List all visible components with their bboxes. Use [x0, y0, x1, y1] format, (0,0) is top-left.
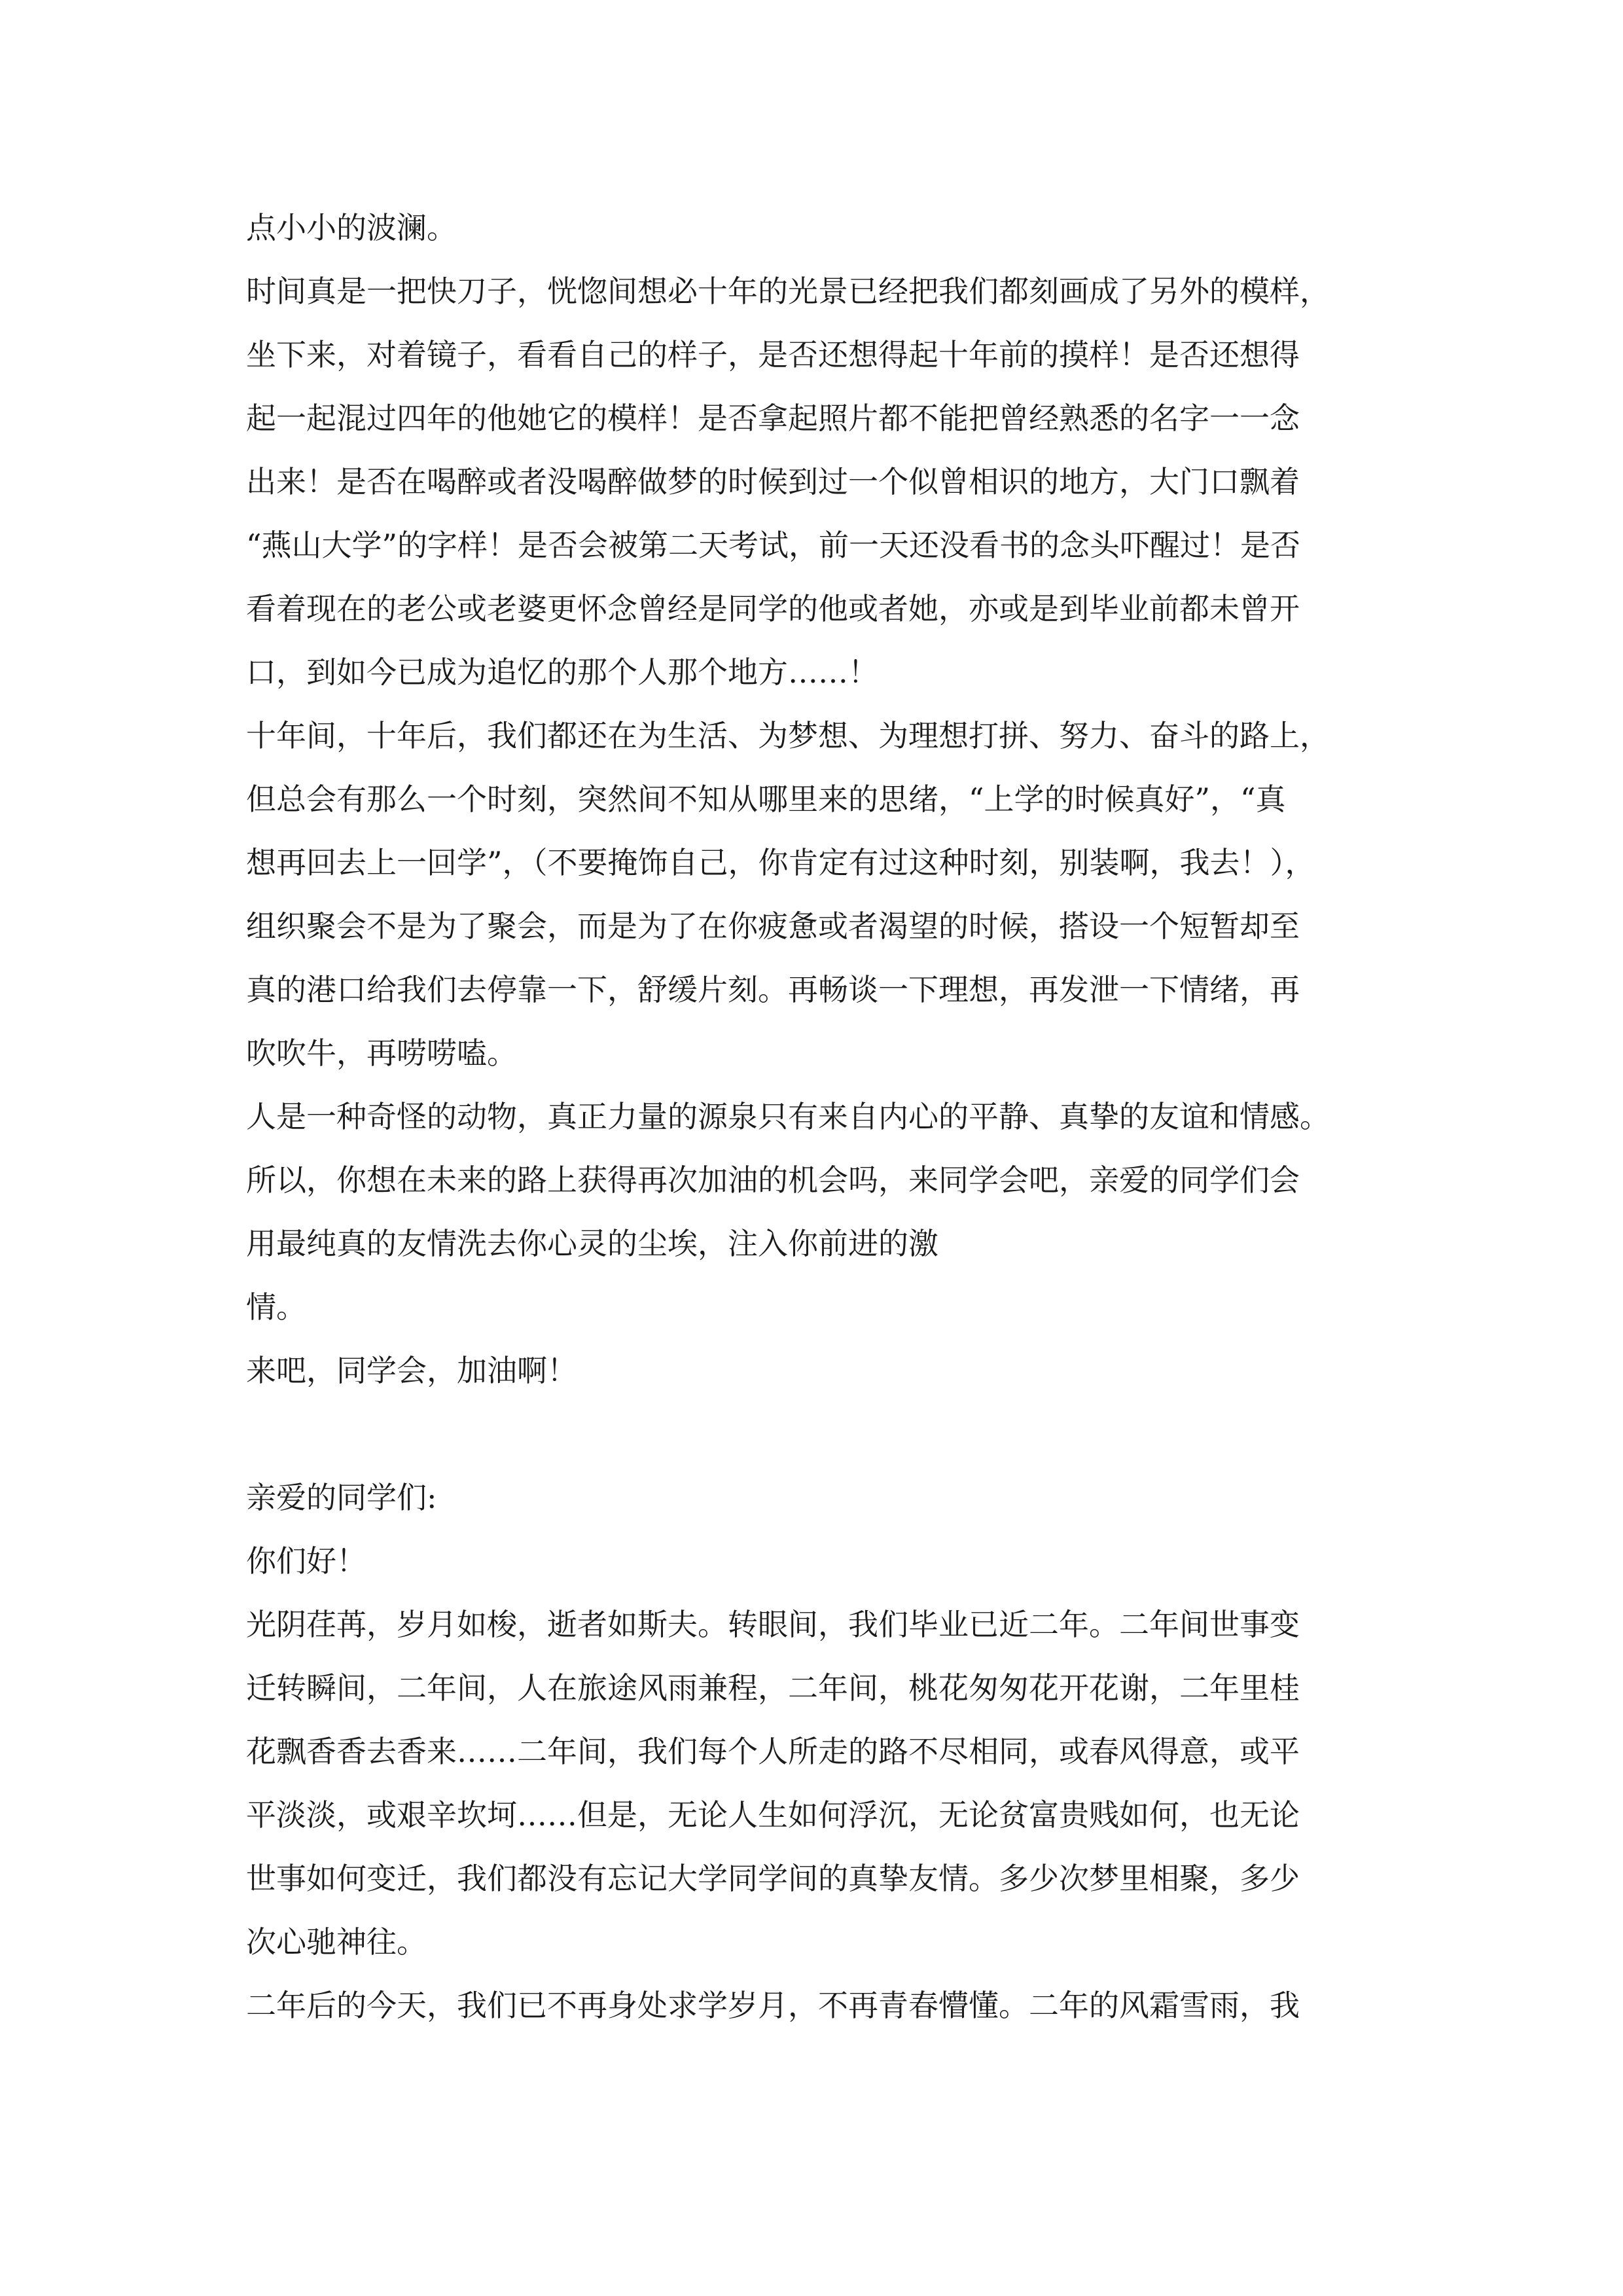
text-line: 起一起混过四年的他她它的模样！是否拿起照片都不能把曾经熟悉的名字一一念 — [246, 401, 1300, 436]
text-line: 所以，你想在未来的路上获得再次加油的机会吗，来同学会吧，亲爱的同学们会 — [246, 1162, 1300, 1198]
text-line: 来吧，同学会，加油啊！ — [246, 1353, 577, 1388]
text-line: “燕山大学”的字样！是否会被第二天考试，前一天还没看书的念头吓醒过！是否 — [246, 528, 1301, 563]
text-line: 二年后的今天，我们已不再身处求学岁月，不再青春懵懂。二年的风霜雪雨，我 — [246, 1988, 1300, 2023]
text-line: 次心驰神往。 — [246, 1924, 427, 1960]
text-line: 光阴荏苒，岁月如梭，逝者如斯夫。转眼间，我们毕业已近二年。二年间世事变 — [246, 1607, 1300, 1642]
text-line: 十年间，十年后，我们都还在为生活、为梦想、为理想打拼、努力、奋斗的路上， — [246, 718, 1330, 753]
text-line: 迁转瞬间，二年间，人在旅途风雨兼程，二年间，桃花匆匆花开花谢，二年里桂 — [246, 1670, 1300, 1706]
text-line: 时间真是一把快刀子，恍惚间想必十年的光景已经把我们都刻画成了另外的模样， — [246, 274, 1330, 309]
text-line: 花飘香香去香来……二年间，我们每个人所走的路不尽相同，或春风得意，或平 — [246, 1734, 1300, 1769]
text-line: 平淡淡，或艰辛坎坷……但是，无论人生如何浮沉，无论贫富贵贱如何，也无论 — [246, 1797, 1300, 1833]
letter-salutation: 亲爱的同学们: — [246, 1480, 437, 1515]
text-line: 人是一种奇怪的动物，真正力量的源泉只有来自内心的平静、真挚的友谊和情感。 — [246, 1099, 1330, 1134]
text-line: 想再回去上一回学”，（不要掩饰自己，你肯定有过这种时刻，别装啊，我去！）， — [246, 845, 1315, 880]
text-line: 看着现在的老公或老婆更怀念曾经是同学的他或者她，亦或是到毕业前都未曾开 — [246, 591, 1300, 626]
text-line: 口，到如今已成为追忆的那个人那个地方……！ — [246, 655, 878, 690]
text-line: 世事如何变迁，我们都没有忘记大学同学间的真挚友情。多少次梦里相聚，多少 — [246, 1861, 1300, 1896]
text-line: 出来！是否在喝醉或者没喝醉做梦的时候到过一个似曾相识的地方，大门口飘着 — [246, 464, 1300, 499]
letter-greeting: 你们好！ — [246, 1543, 366, 1579]
text-line: 坐下来，对着镜子，看看自己的样子，是否还想得起十年前的摸样！是否还想得 — [246, 337, 1300, 372]
text-line: 用最纯真的友情洗去你心灵的尘埃，注入你前进的激 — [246, 1226, 938, 1261]
text-line: 真的港口给我们去停靠一下，舒缓片刻。再畅谈一下理想，再发泄一下情绪，再 — [246, 972, 1300, 1007]
text-line: 吹吹牛，再唠唠嗑。 — [246, 1035, 517, 1071]
text-line: 组织聚会不是为了聚会，而是为了在你疲惫或者渴望的时候，搭设一个短暂却至 — [246, 908, 1300, 944]
document-body — [246, 196, 1411, 2037]
text-line: 点小小的波澜。 — [246, 210, 457, 245]
text-line: 情。 — [246, 1289, 306, 1325]
text-line: 但总会有那么一个时刻，突然间不知从哪里来的思绪，“上学的时候真好”，“真 — [246, 781, 1286, 817]
paragraph-gap — [246, 1403, 1411, 1466]
